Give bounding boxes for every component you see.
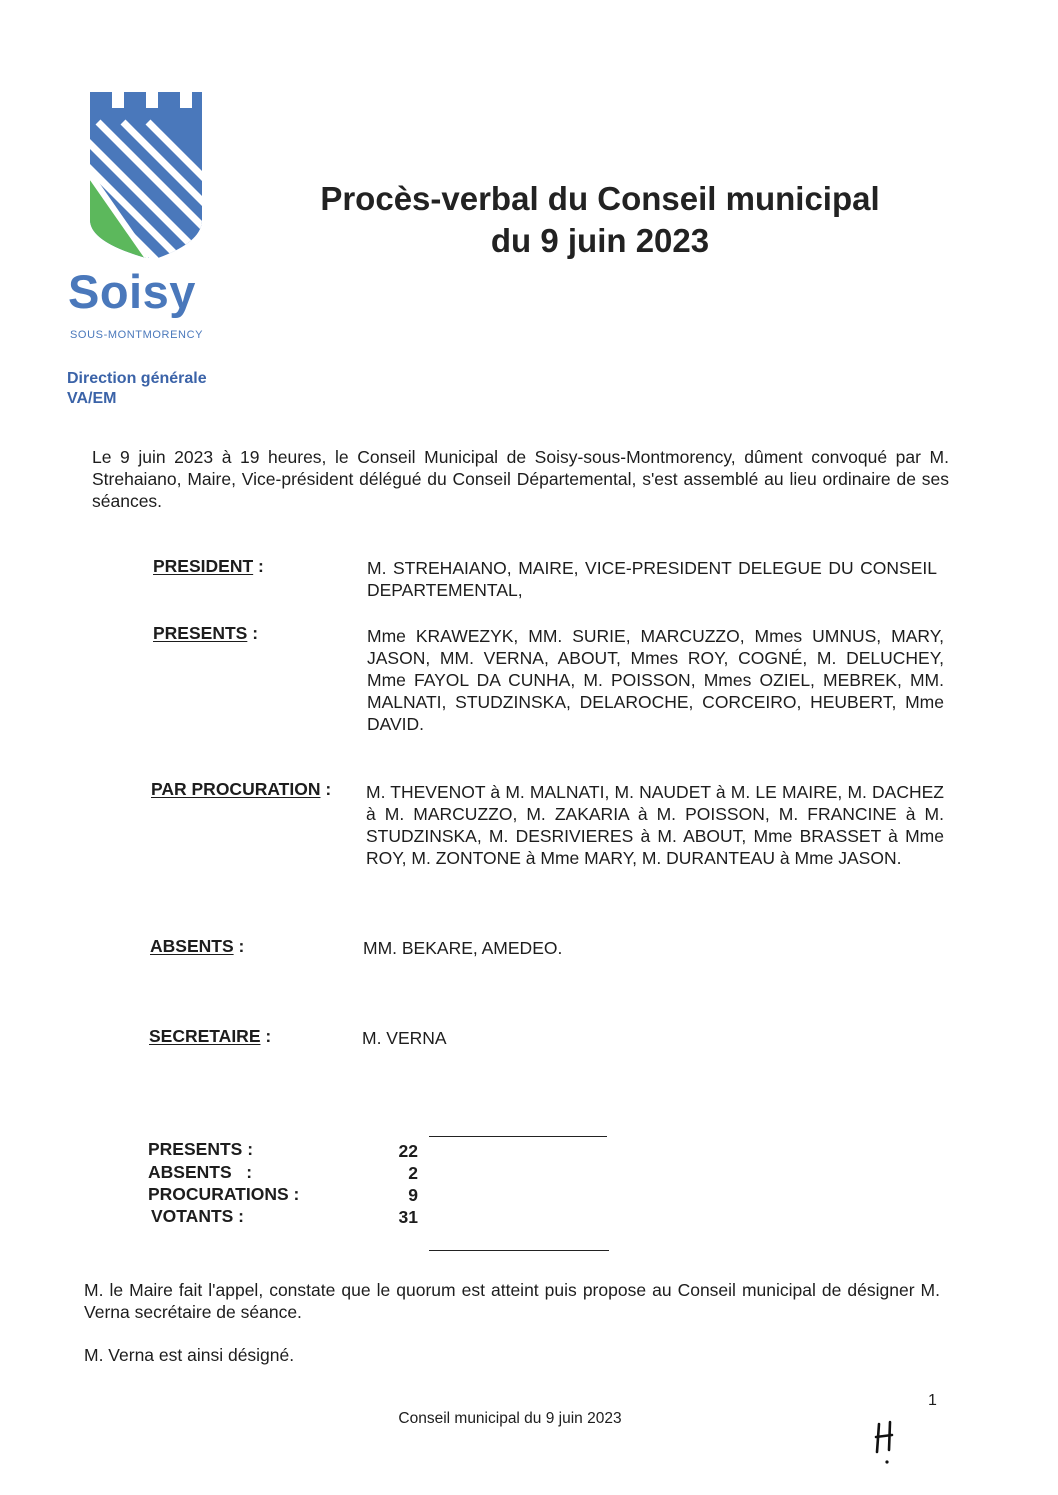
totals-top-rule	[429, 1136, 607, 1137]
totals-label-presents: PRESENTS :	[148, 1139, 254, 1159]
totals-label-absents: ABSENTS :	[148, 1162, 253, 1182]
totals-bottom-rule	[429, 1250, 609, 1251]
totals-value-votants: 31	[398, 1207, 418, 1227]
title-line-1: Procès-verbal du Conseil municipal	[320, 180, 880, 217]
role-label-procuration: PAR PROCURATION :	[151, 779, 332, 799]
role-label-absents: ABSENTS :	[150, 936, 245, 956]
totals-label-procurations: PROCURATIONS :	[148, 1184, 300, 1204]
logo-subtitle: SOUS-MONTMORENCY	[70, 329, 204, 341]
role-label-president: PRESIDENT :	[153, 556, 264, 576]
role-label-presents: PRESENTS :	[153, 623, 259, 643]
page-number: 1	[928, 1392, 937, 1409]
handwritten-initial-icon	[872, 1420, 900, 1468]
role-value-procuration: M. THEVENOT à M. MALNATI, M. NAUDET à M. LE MAIRE, M. DACHEZ à M. MARCUZZO, M. ZAKARIA à M. POISSON, M. FRANCINE à M. STUDZINSKA, M. DESRIVIERES à M. ABOUT, Mme BRASSET à Mme ROY, M. ZONTONE à Mme MARY, M. DURANTEAU à Mme JASON.	[366, 782, 944, 868]
role-value-absents: MM. BEKARE, AMEDEO.	[363, 938, 563, 958]
role-value-president: M. STREHAIANO, MAIRE, VICE-PRESIDENT DELEGUE DU CONSEIL DEPARTEMENTAL,	[367, 558, 937, 600]
department-block	[67, 369, 207, 409]
title-line-2: du 9 juin 2023	[490, 222, 710, 259]
department-name: Direction générale	[67, 370, 207, 387]
soisy-logo-icon	[88, 92, 204, 258]
intro-paragraph: Le 9 juin 2023 à 19 heures, le Conseil Municipal de Soisy-sous-Montmorency, dûment convoqué par M. Strehaiano, Maire, Vice-président délégué du Conseil Départemental, s'est assemblé au lieu ordinaire de ses séances.	[92, 447, 949, 511]
footer-text: Conseil municipal du 9 juin 2023	[398, 1410, 622, 1427]
body-paragraph-2: M. Verna est ainsi désigné.	[84, 1345, 295, 1365]
totals-label-votants: VOTANTS :	[151, 1206, 245, 1226]
totals-value-absents: 2	[408, 1163, 418, 1183]
page-title	[250, 178, 950, 262]
role-value-secretaire: M. VERNA	[362, 1028, 447, 1048]
department-initials: VA/EM	[67, 390, 117, 407]
role-label-secretaire: SECRETAIRE :	[149, 1026, 272, 1046]
body-paragraph-1: M. le Maire fait l'appel, constate que le quorum est atteint puis propose au Conseil municipal de désigner M. Verna secrétaire de séance.	[84, 1280, 940, 1322]
totals-value-procurations: 9	[408, 1185, 418, 1205]
logo-wordmark: Soisy	[68, 265, 196, 318]
totals-value-presents: 22	[398, 1141, 418, 1161]
role-value-presents: Mme KRAWEZYK, MM. SURIE, MARCUZZO, Mmes UMNUS, MARY, JASON, MM. VERNA, ABOUT, Mmes ROY, COGNÉ, M. DELUCHEY, Mme FAYOL DA CUNHA, M. POISSON, Mmes OZIEL, MEBREK, MM. MALNATI, STUDZINSKA, DELAROCHE, CORCEIRO, HEUBERT, Mme DAVID.	[367, 626, 944, 734]
